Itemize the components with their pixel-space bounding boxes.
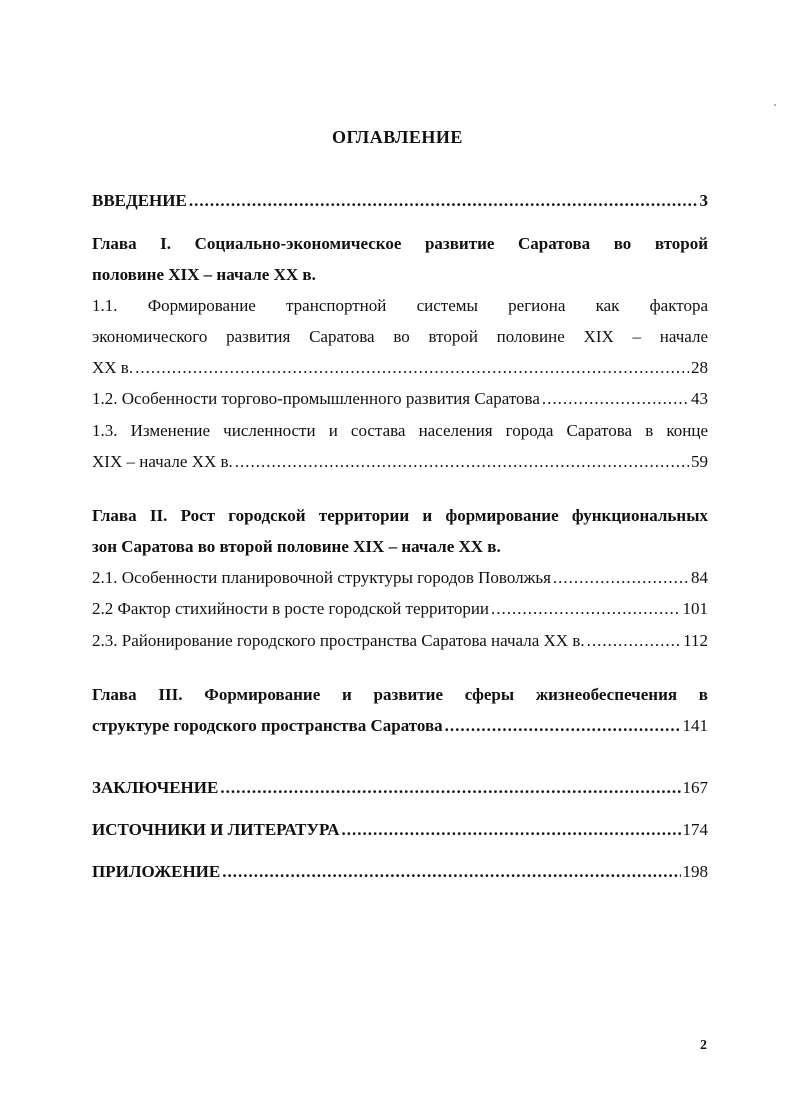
toc-entry-text: структуре городского пространства Саратова <box>92 716 443 735</box>
toc-entry-conclusion[interactable] <box>92 777 708 799</box>
toc-leader-dots <box>587 630 682 652</box>
toc-entry-page: 3 <box>699 191 708 210</box>
toc-entry-page: 198 <box>682 862 708 881</box>
toc-entry-page: 84 <box>691 568 708 587</box>
toc-entry-section-1-3[interactable] <box>92 451 708 473</box>
toc-leader-dots <box>220 777 680 799</box>
toc-entry-section-1-2[interactable] <box>92 388 708 410</box>
toc-leader-dots <box>189 190 698 212</box>
toc-entry-text: XX в. <box>92 358 134 377</box>
chapter-2-heading-line-2[interactable]: зон Саратова во второй половине XIX – начале XX в. <box>92 537 501 556</box>
toc-entry-page: 28 <box>691 358 708 377</box>
toc-entry-text: 2.1. Особенности планировочной структуры городов Поволжья <box>92 568 551 587</box>
toc-entry-intro[interactable] <box>92 190 708 212</box>
section-1-3-line-1[interactable]: 1.3. Изменение численности и состава населения города Саратова в конце <box>92 421 708 440</box>
toc-entry-page: 167 <box>682 778 708 797</box>
toc-entry-section-2-3[interactable] <box>92 630 708 652</box>
chapter-2-heading-line-1[interactable]: Глава II. Рост городской территории и формирование функциональных <box>92 506 708 525</box>
toc-entry-chapter-3[interactable] <box>92 715 708 737</box>
page-title: ОГЛАВЛЕНИЕ <box>332 127 463 147</box>
chapter-1-heading-line-2[interactable]: половине XIX – начале XX в. <box>92 265 316 284</box>
scan-speck <box>774 104 776 106</box>
toc-entry-page: 141 <box>682 716 708 735</box>
toc-entry-sources[interactable] <box>92 819 708 841</box>
toc-entry-section-1-1[interactable] <box>92 357 708 379</box>
toc-leader-dots <box>341 819 680 841</box>
toc-entry-section-2-1[interactable] <box>92 567 708 589</box>
chapter-1-heading-line-1[interactable]: Глава I. Социально-экономическое развитие Саратова во второй <box>92 234 708 253</box>
toc-leader-dots <box>135 357 689 379</box>
toc-entry-page: 101 <box>682 599 708 618</box>
chapter-3-heading-line-1[interactable]: Глава III. Формирование и развитие сферы жизнеобеспечения в <box>92 685 708 704</box>
toc-entry-text: ВВЕДЕНИЕ <box>92 191 187 210</box>
toc-entry-appendix[interactable] <box>92 861 708 883</box>
toc-entry-page: 174 <box>682 820 708 839</box>
toc-leader-dots <box>235 451 689 473</box>
toc-entry-text: ПРИЛОЖЕНИЕ <box>92 862 221 881</box>
toc-entry-page: 59 <box>691 452 708 471</box>
toc-entry-section-2-2[interactable] <box>92 598 708 620</box>
toc-entry-text: ЗАКЛЮЧЕНИЕ <box>92 778 219 797</box>
section-1-1-line-2[interactable]: экономического развития Саратова во второй половине XIX – начале <box>92 327 708 346</box>
toc-entry-page: 43 <box>691 389 708 408</box>
toc-leader-dots <box>445 715 681 737</box>
toc-leader-dots <box>542 388 689 410</box>
toc-leader-dots <box>222 861 680 883</box>
toc-entry-text: 1.2. Особенности торгово-промышленного развития Саратова <box>92 389 540 408</box>
toc-leader-dots <box>491 598 680 620</box>
toc-entry-page: 112 <box>683 631 708 650</box>
toc-entry-text: XIX – начале XX в. <box>92 452 233 471</box>
toc-leader-dots <box>553 567 689 589</box>
toc-entry-text: 2.2 Фактор стихийности в росте городской территории <box>92 599 490 618</box>
page-number: 2 <box>700 1038 707 1053</box>
toc-entry-text: 2.3. Районирование городского пространства Саратова начала XX в. <box>92 631 585 650</box>
toc-entry-text: ИСТОЧНИКИ И ЛИТЕРАТУРА <box>92 820 340 839</box>
section-1-1-line-1[interactable]: 1.1. Формирование транспортной системы региона как фактора <box>92 296 708 315</box>
